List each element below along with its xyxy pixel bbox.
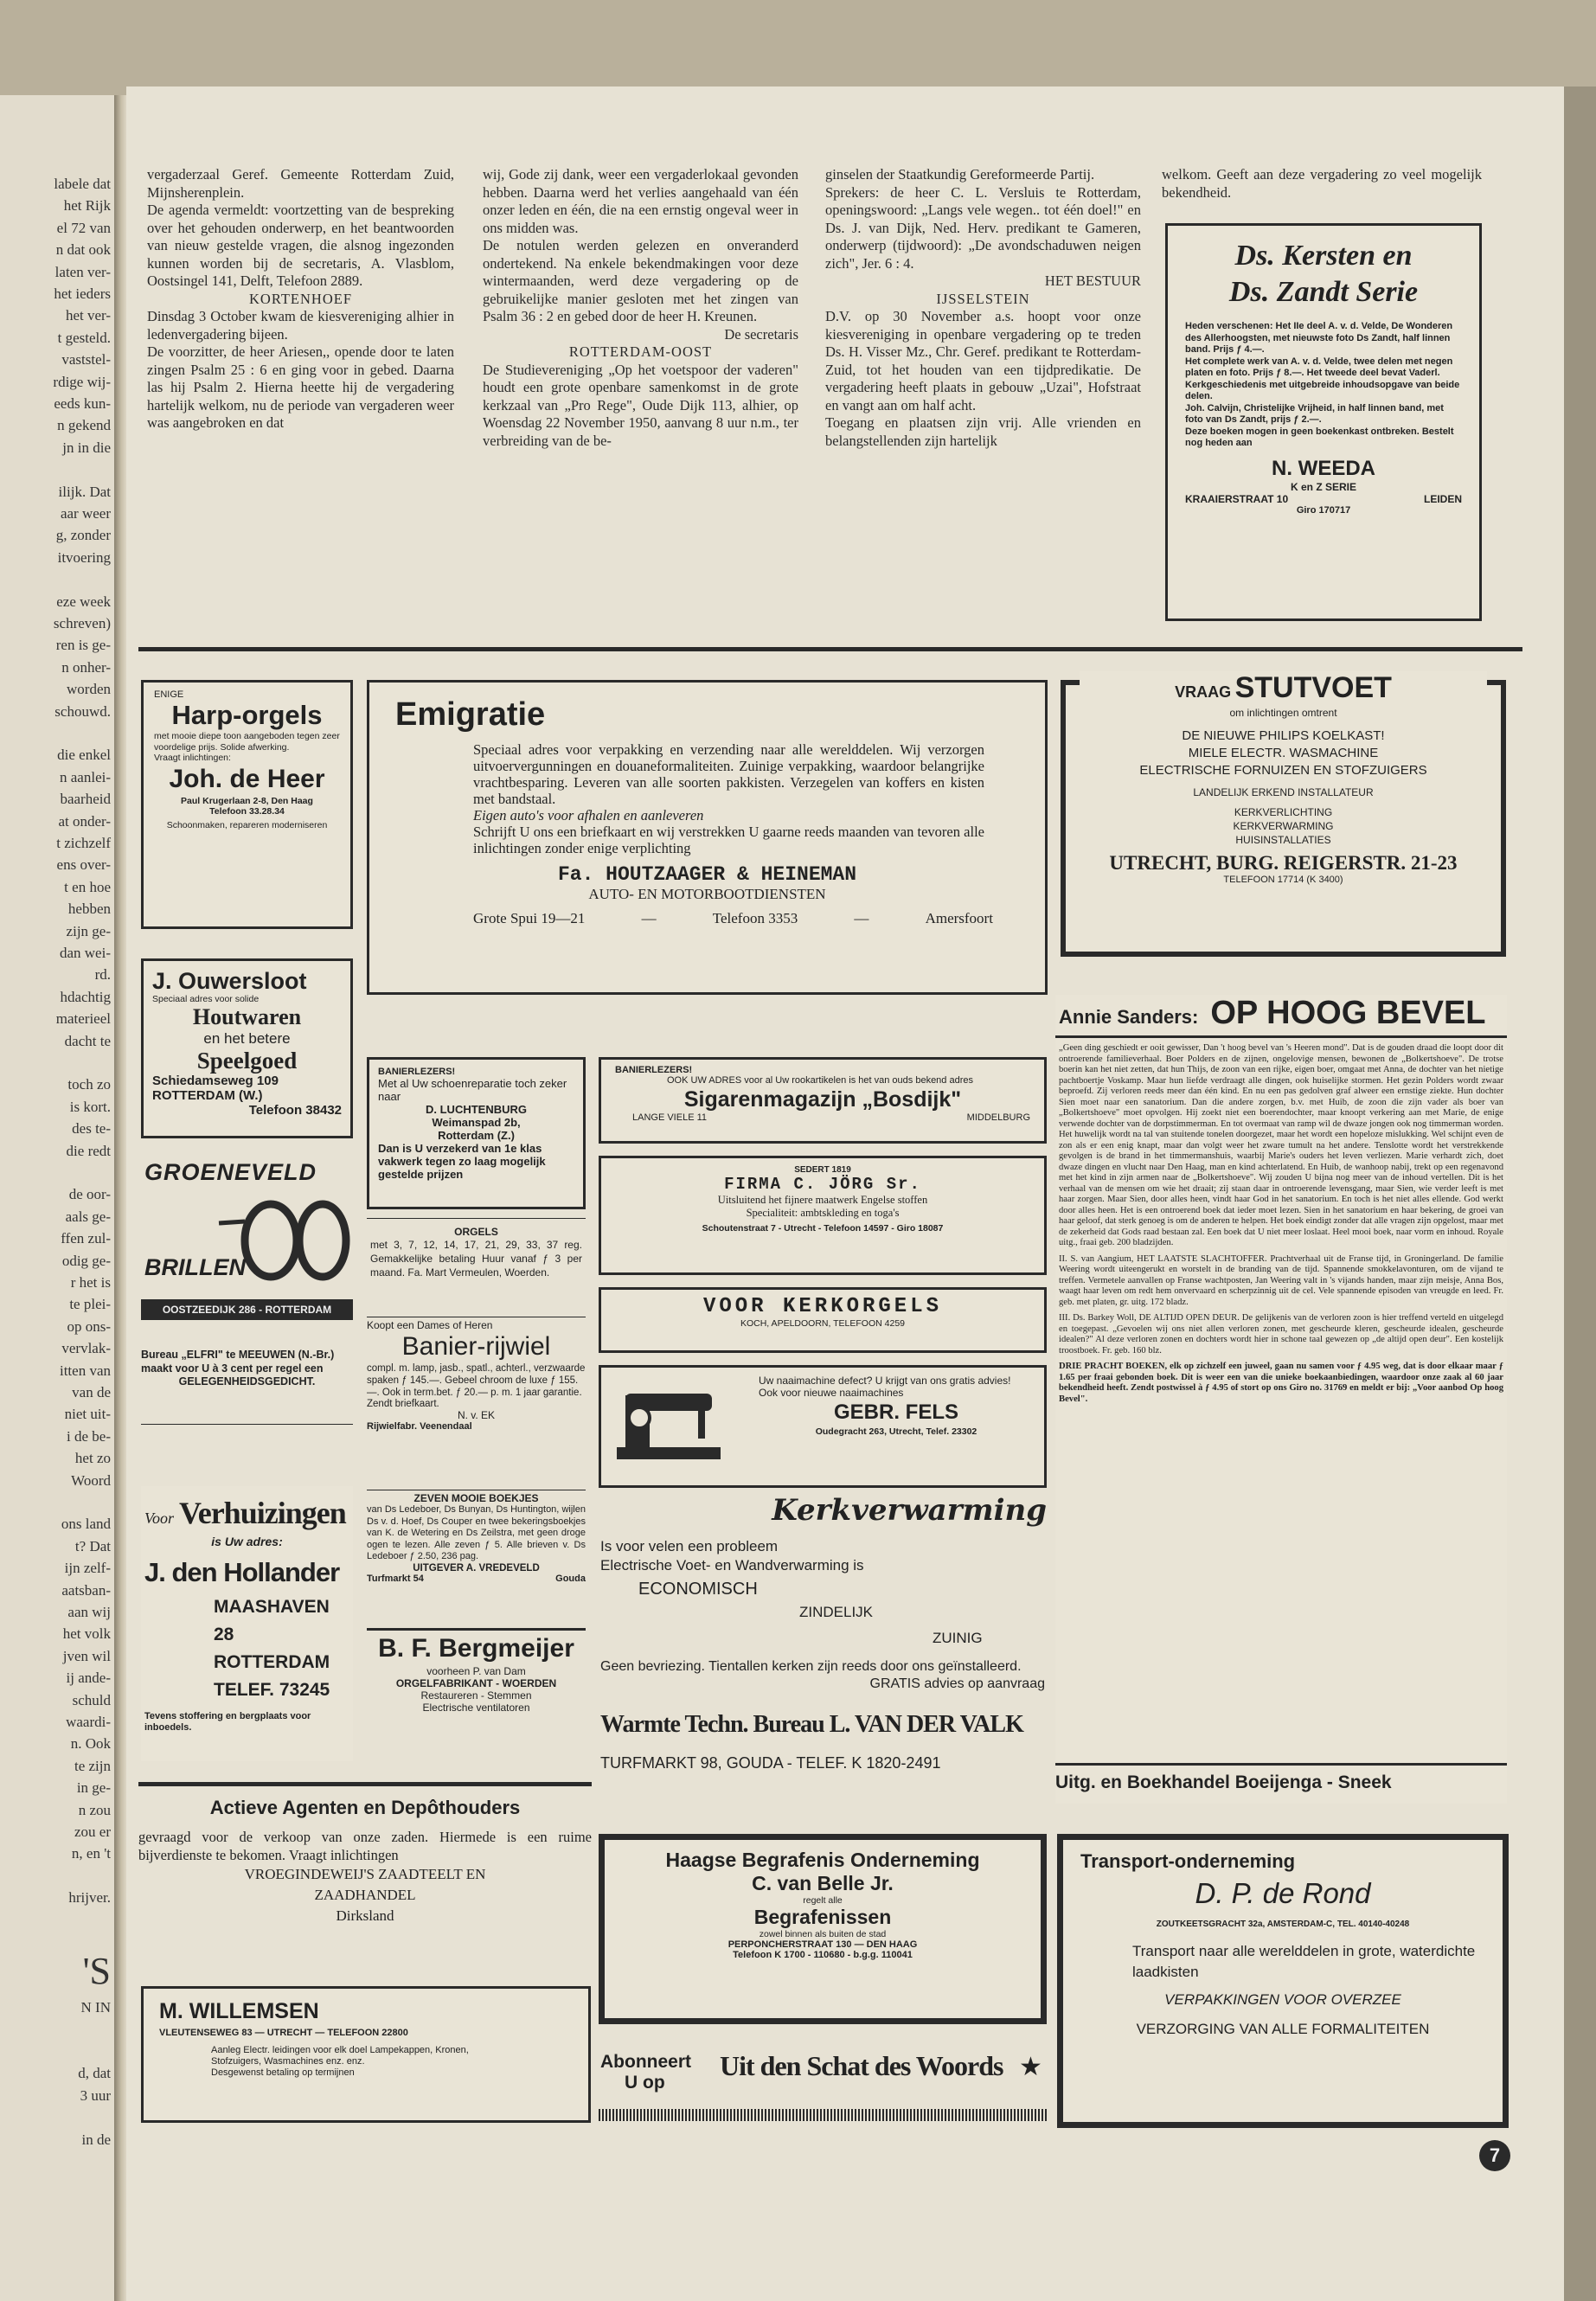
section-divider: [138, 647, 1522, 651]
rond-name: D. P. de Rond: [1195, 1877, 1371, 1909]
stutvoet-line-1: DE NIEUWE PHILIPS KOELKAST!: [1182, 728, 1385, 743]
emigratie-text-3: Schrijft U ons een briefkaart en wij verstrekken U gaarne reeds maanden van tevoren alle inlichtingen zonder enige verplichting: [473, 824, 984, 856]
rond-address: ZOUTKEETSGRACHT 32a, AMSTERDAM-C, TEL. 40140-40248: [1156, 1920, 1410, 1929]
left-fragment-line: t gesteld.: [57, 329, 111, 346]
jorg-name: FIRMA C. JÖRG Sr.: [724, 1175, 921, 1194]
ad-bosdijk: [599, 1057, 1047, 1144]
harp-address: Paul Krugerlaan 2-8, Den Haag: [181, 796, 313, 806]
agenten-text-2: VROEGINDEWEIJ'S ZAADTEELT EN: [244, 1866, 486, 1882]
ouwersloot-text-1: Speciaal adres voor solide: [152, 994, 260, 1004]
left-fragment-line: hebben: [67, 901, 111, 918]
boekjes-text: van Ds Ledeboer, Ds Bunyan, Ds Huntington, wijlen Ds v. d. Hoef, Ds Couper en twee bekeringsboekjes van K. de Wetering en Ds Zeilstra, met geen droge ogen te lezen. Alle zeven ƒ 5. Alle brieven v. Ds Ledeboer ƒ 2.50, 236 pag.: [367, 1504, 586, 1561]
harp-text-1: met mooie diepe toon aangeboden tegen zeer voordelige prijs. Solide afwerking.: [154, 731, 340, 753]
fels-name: GEBR. FELS: [833, 1400, 958, 1424]
emigratie-city: Amersfoort: [925, 910, 993, 926]
col1-p1: vergaderzaal Geref. Gemeente Rotterdam Zuid, Mijnsherenplein.: [147, 166, 454, 201]
left-fragment-line: g, zonder: [55, 527, 111, 544]
weeda-text-1: Heden verschenen: Het IIe deel A. v. d. Velde, De Wonderen des Allerhoogsten, met nieuwste foto Ds Zandt, half linnen band. Prijs ƒ 4.—.: [1185, 321, 1453, 355]
left-fragment-line: baarheid: [60, 791, 111, 808]
ad-fels: [599, 1365, 1047, 1488]
left-fragment-line: schuld: [72, 1691, 111, 1708]
ad-harp-orgels: [141, 680, 353, 929]
left-fragment-line: labele dat: [54, 176, 111, 192]
col3-signature: HET BESTUUR: [1044, 272, 1141, 289]
luchtenburg-address: Weimanspad 2b,: [432, 1116, 521, 1129]
harp-text-2: Vraagt inlichtingen:: [154, 753, 231, 763]
col3-p2: Sprekers: de heer C. L. Versluis te Rotterdam, openingswoord: „Langs vele wegen.. tot één doel!" en Ds. J. van Dijk, Ned. Herv. predikant te Gameren, onderwerp (tijdwoord): „De avondschaduwen neigen zich", Jer. 6 : 4.: [825, 183, 1141, 272]
col1-p2: De agenda vermeldt: voortzetting van de bespreking over het gehouden onderwerp, en het beantwoorden van nieuw gestelde vragen, die alsnog ingezonden kunnen worden bij de secretaris, A. Vlasblom, Oostsingel 141, Delft, Telefoon 2889.: [147, 202, 454, 289]
belle-text-3: zowel binnen als buiten de stad: [759, 1929, 887, 1939]
left-fragment-line: vaststel-: [61, 351, 111, 369]
valk-address: TURFMARKT 98, GOUDA - TELEF. K 1820-2491: [600, 1754, 941, 1772]
left-fragment-line: n zou: [78, 1801, 111, 1818]
sewing-machine-icon: [608, 1378, 729, 1473]
left-fragment-line: n. Ook: [70, 1735, 111, 1753]
col4-p1: welkom. Geeft aan deze vergadering zo veel mogelijk bekendheid.: [1162, 166, 1482, 201]
valk-text-2: Electrische Voet- en Wandverwarming is: [600, 1557, 864, 1574]
ouwersloot-text-4: Speelgoed: [196, 1048, 298, 1074]
fels-address: Oudegracht 263, Utrecht, Telef. 23302: [815, 1426, 977, 1437]
ad-agenten: [138, 1782, 592, 1959]
left-fragment-line: aatsban-: [61, 1581, 111, 1599]
left-fragment-line: ij ande-: [66, 1670, 111, 1687]
stutvoet-line-3: ELECTRISCHE FORNUIZEN EN STOFZUIGERS: [1139, 763, 1427, 778]
bosdijk-name: Sigarenmagazijn „Bosdijk": [683, 1087, 962, 1112]
left-fragment-line: el 72 van: [56, 219, 111, 236]
ouwersloot-city: ROTTERDAM (W.): [152, 1088, 263, 1103]
left-fragment-line: n onher-: [61, 658, 111, 676]
ad-emigratie: [367, 680, 1048, 995]
stutvoet-line-7: HUISINSTALLATIES: [1235, 834, 1331, 846]
emigratie-title: Emigratie: [395, 696, 546, 733]
bosdijk-city: MIDDELBURG: [966, 1112, 1030, 1123]
ad-van-der-valk: [599, 1493, 1047, 1822]
luchtenburg-city: Rotterdam (Z.): [438, 1129, 515, 1142]
left-fragment-line: hdachtig: [60, 988, 111, 1005]
emigratie-text-1: Speciaal adres voor verpakking en verzending naar alle werelddelen. Wij verzorgen uitvoervergunningen en douaneformaliteiten. Zuinige verpakking, waardoor belangrijke vrachtbesparing. Leveren van alle soorten pakkisten. Verzegelen van koffers en kisten met bandstaal.: [473, 741, 984, 807]
col3-p4: Toegang en plaatsen zijn vrij. Alle vrienden en belangstellenden zijn hartelijk: [825, 414, 1141, 449]
left-fragment-line: zijn ge-: [66, 922, 111, 939]
left-fragment-line: dacht te: [64, 1032, 111, 1049]
rond-text-2: VERPAKKINGEN VOOR OVERZEE: [1164, 1991, 1401, 2008]
left-fragment-line: van de: [72, 1384, 111, 1400]
left-fragment-line: op ons-: [67, 1317, 111, 1335]
left-fragment-line: odig ge-: [61, 1252, 111, 1269]
col2-heading-rotterdam-oost: ROTTERDAM-OOST: [568, 343, 713, 360]
belle-title: Haagse Begrafenis Onderneming: [665, 1849, 980, 1871]
ad-den-hollander: [141, 1486, 353, 1761]
col1-p3: Dinsdag 3 October kwam de kiesvereniging alhier in ledenvergadering bijeen.: [147, 308, 454, 343]
rond-text-1: Transport naar alle werelddelen in grote, waterdichte laadkisten: [1132, 1943, 1476, 1980]
hollander-name: J. den Hollander: [144, 1557, 340, 1587]
harp-text-3: Schoonmaken, repareren moderniseren: [166, 820, 328, 830]
ad-schat-des-woords: [599, 2035, 1047, 2121]
bosdijk-address: LANGE VIELE 11: [632, 1112, 708, 1123]
ad-kerkorgels: [599, 1287, 1047, 1353]
left-fragment-line: schouwd.: [54, 702, 111, 720]
valk-word-1: ECONOMISCH: [638, 1580, 758, 1599]
stutvoet-vraag: VRAAG: [1175, 683, 1232, 701]
stutvoet-line-4: LANDELIJK ERKEND INSTALLATEUR: [1193, 786, 1374, 798]
belle-telephone: Telefoon K 1700 - 110680 - b.g.g. 110041: [733, 1950, 913, 1960]
col3-heading-ijsselstein: IJSSELSTEIN: [936, 290, 1030, 307]
ad-willemsen: [141, 1986, 591, 2123]
article-column-1: [147, 166, 454, 433]
harp-name: Joh. de Heer: [169, 765, 325, 793]
left-fragment-line: t? Dat: [74, 1537, 111, 1554]
ad-groeneveld: [141, 1159, 353, 1332]
left-fragment-line: ffen zul-: [61, 1230, 111, 1247]
agenten-text-3: ZAADHANDEL: [314, 1887, 416, 1903]
annie-body-4: DRIE PRACHT BOEKEN, elk op zichzelf een juweel, gaan nu samen voor ƒ 4.95 weg, dat is door elkaar maar ƒ 1.65 per fraai gebonden boek. Dit is weer een van die unieke boekaanbiedingen, waardoor onze zaak al 60 jaar bekendheid heeft. Zendt postwissel à ƒ 4.95 of stort op ons Giro no. 31769 en meldt er bij: „Voor aanbod Op hoog Bevel".: [1059, 1362, 1503, 1404]
ad-stutvoet: [1061, 671, 1506, 957]
belle-name: C. van Belle Jr.: [752, 1872, 894, 1894]
left-fragment-line: aals ge-: [65, 1208, 111, 1225]
ad-elfri: [141, 1348, 353, 1425]
left-fragment-line: i de be-: [67, 1427, 111, 1445]
kerkorgels-title: VOOR KERKORGELS: [702, 1295, 943, 1318]
valk-name: Warmte Techn. Bureau L. VAN DER VALK: [600, 1711, 1023, 1738]
willemsen-text-1: Aanleg Electr. leidingen voor elk doel Lampekappen, Kronen, Stofzuigers, Wasmachines enz. enz.: [211, 2045, 469, 2067]
elfri-text-2: GELEGENHEIDSGEDICHT.: [178, 1375, 316, 1388]
stutvoet-line-6: KERKVERWARMING: [1233, 820, 1334, 832]
weeda-series: K en Z SERIE: [1290, 480, 1356, 493]
hollander-title: Verhuizingen: [179, 1496, 346, 1530]
left-fragment-line: itvoering: [57, 548, 111, 566]
left-fragment-line: die redt: [66, 1142, 111, 1159]
left-fragment-line: ons land: [61, 1516, 111, 1533]
left-fragment-line: itten van: [59, 1362, 111, 1379]
left-fragment-line: ijn zelf-: [64, 1560, 111, 1577]
ouwersloot-text-3: en het betere: [203, 1030, 291, 1047]
willemsen-address: VLEUTENSEWEG 83 — UTRECHT — TELEFOON 22800: [159, 2028, 408, 2038]
bosdijk-text-2: OOK UW ADRES voor al Uw rookartikelen is het van ouds bekend adres: [667, 1075, 973, 1086]
weeda-city: LEIDEN: [1423, 492, 1462, 505]
stutvoet-name: STUTVOET: [1234, 671, 1392, 704]
emigratie-firm: Fa. HOUTZAAGER & HEINEMAN: [557, 863, 857, 886]
left-fragment-line: materieel: [55, 1010, 111, 1028]
luchtenburg-text-1: BANIERLEZERS!: [378, 1067, 456, 1077]
belle-text-2: Begrafenissen: [753, 1906, 892, 1928]
left-fragment-line: het ver-: [65, 307, 111, 324]
ouwersloot-text-2: Houtwaren: [192, 1004, 302, 1029]
article-column-4: [1162, 166, 1482, 202]
weeda-address: KRAAIERSTRAAT 10: [1185, 492, 1289, 505]
ek-address: Rijwielfabr. Veenendaal: [367, 1421, 472, 1432]
left-fragment-line: eeds kun-: [54, 395, 111, 412]
weeda-giro: Giro 170717: [1296, 504, 1351, 516]
col2-p1: wij, Gode zij dank, weer een vergaderlokaal gevonden hebben. Daarna werd het verlies aangehaald van één onzer leden en één, die na een ernstig ongeval weer in ons midden was.: [483, 166, 798, 236]
belle-text-1: regelt alle: [803, 1895, 843, 1906]
hollander-voor: Voor: [144, 1509, 175, 1527]
bergmeijer-name: B. F. Bergmeijer: [378, 1634, 574, 1663]
valk-text-4: GRATIS advies op aanvraag: [869, 1676, 1045, 1691]
col1-p4: De voorzitter, de heer Ariesen,, opende door te laten zingen Psalm 25 : 6 en ging voor in gebed. Daarna las hij Psalm 2. Hierna heette hij de vergadering hartelijk welkom, nu de periode van vergaderen weer was aangebroken en dat: [147, 343, 454, 431]
left-fragment-line: n, en 't: [71, 1845, 111, 1862]
ad-annie-sanders: [1055, 995, 1507, 1804]
fels-text-2: Ook voor nieuwe naaimachines: [759, 1387, 904, 1399]
valk-word-2: ZINDELIJK: [799, 1604, 874, 1620]
left-fragment-line: 'S: [82, 1950, 111, 1993]
left-fragment-line: r het is: [70, 1274, 111, 1291]
col3-p3: D.V. op 30 November a.s. hoopt voor onze kiesvereniging in openbare vergadering op te treden Ds. H. Visser Mz., Chr. Geref. predikant te Rotterdam-Zuid, tot het houden van een tijdpredikatie. De vergadering heeft plaats in gebouw „Uzai", Hofstraat en vangt aan om half acht.: [825, 308, 1141, 413]
left-fragment-line: t en hoe: [64, 878, 111, 895]
willemsen-text-2: Desgewenst betaling op termijnen: [211, 2067, 355, 2078]
article-column-2: [483, 166, 798, 450]
ad-orgels: [367, 1218, 586, 1314]
left-fragment-line: vervlak-: [61, 1340, 111, 1357]
ouwersloot-telephone: Telefoon 38432: [248, 1103, 342, 1118]
page-gutter: [114, 95, 126, 2301]
ad-ouwersloot: [141, 958, 353, 1138]
hollander-text-1: is Uw adres:: [211, 1535, 283, 1548]
stutvoet-text-1: om inlichtingen omtrent: [1229, 707, 1337, 719]
emigratie-dash-1: —: [641, 910, 657, 926]
bergmeijer-text-4: Electrische ventilatoren: [422, 1702, 530, 1714]
left-fragment-line: zou er: [74, 1823, 111, 1840]
left-fragment-line: ilijk. Dat: [58, 483, 111, 500]
annie-body-1: „Geen ding geschiedt er ooit gewisser, Dan 't hoog bevel van 's Heeren mond". Dat is de gouden draad die loopt door dit ontroerende familieverhaal. Boer Polders en de zijnen, ongelovige mensen, bewonen de „Bolkertshoeve". De trotse boerin kan het niet zetten, dat hun Thijs, de zoon van een rijke, eigen boer, omgaat met Anna, de dochter van het nietige pachtboertje Voskamp. Maar hun liefde verdraagt alle dingen, ook huiselijke stormen. Het gezin Polders wordt zwaar beproefd. Zij verloren reeds meer dan één kind. En nu een pas gedolven graf alweer een ernstige ziekte. Hun dochter Sien moet naar een sanatorium. Dan die andere zorgen, b.v. met Huib, de zoon die zijn vader als boer van „Bolkertshoeve" moet opvolgen. Hij zoekt niet een boerendochter, maar knoopt verkering aan met Marie, de enige verwende dochter van de dorpstimmerman. En tot overmaat van ramp wil de dwaze jongen ook nog timmerman worden. Het huwelijk wordt na tal van stuitende tonelen doorgezet, maar het wordt een hopeloze mislukking. Wel schijnt even de zon als er een enig knapt, maar dan volgt weer het zware tumult na het andere. Tenslotte wordt het verstrekkende gevolgen is de brand in het timmermanshuis, waarbij Marie's ouders het leven verliezen. Marie verhardt zich, doet dwaze dingen en vlucht naar Den Haag, man en kind achterlatend. En Huib, de wanhoop nabij, trekt op een regenavond met het kind in zijn armen naar de „Bolkertshoeve". Wij zouden U bijna nog meer van de inhoud vertellen. Dit is het verhaal van de mensen om wie het draait; zij staan daar in ontroerende levensgang, maar Sien, wie verder leeft is met haar zorgen. Maar Sien, door alles heen, vindt haar God in het sanatorium. En toch is het niet alles ellende. God werkt door alles heen. Het is een ontroerend boek dat ieder moet lezen. Sien in het sanatorium en haar bekering, de groei van haar geloof, dat sterk genoeg is om de anderen te helpen. Het boek eindigt zonder dat alle vragen zijn opgelost, maar met de zekerheid dat Gods raad bestaan zal. Een boek dat U niet meer loslaat. Heel mooi boek, naar vorm en inhoud. Royale uitg., fraai geb. 200 bladzijden.: [1059, 1043, 1503, 1247]
left-fragment-line: is kort.: [69, 1098, 111, 1115]
weeda-title-1: Ds. Kersten en: [1234, 240, 1413, 272]
left-fragment-line: te plei-: [69, 1296, 111, 1313]
willemsen-name: M. WILLEMSEN: [159, 1999, 319, 2023]
schat-text-2: U op: [625, 2073, 665, 2093]
left-fragment-line: waardi-: [66, 1714, 111, 1730]
decorative-bar: [599, 2109, 1047, 2121]
ek-text-3: Zendt briefkaart.: [367, 1399, 439, 1409]
harp-title: Harp-orgels: [171, 700, 323, 730]
left-page-fragments: [0, 95, 114, 2301]
annie-author: Annie Sanders:: [1059, 1006, 1199, 1028]
left-fragment-line: het zo: [74, 1450, 111, 1467]
left-fragment-line: worden: [67, 681, 111, 698]
annie-body-3: III. Ds. Barkey Woll, DE ALTIJD OPEN DEUR. De gelijkenis van de verloren zoon is hier treffend verteld en uitgelegd en toegepast. „Gevoelen wij ons niet allen verloren zonen, met gescheurde kleren, gescheurde idealen, gescheurde idealen?" Al deze verloren zonen en dochters wordt hier in schone taal gewezen op „de altijd open deur". Een kostelijk troostboek. Fr. geb. 160 blz.: [1059, 1313, 1503, 1356]
ek-name: N. v. EK: [457, 1409, 496, 1421]
fels-text-1: Uw naaimachine defect? U krijgt van ons gratis advies!: [759, 1375, 1011, 1387]
groeneveld-brillen: BRILLEN: [144, 1254, 246, 1280]
left-fragment-line: des te-: [72, 1120, 111, 1138]
schat-text-1: Abonneert: [600, 2052, 691, 2072]
groeneveld-name: GROENEVELD: [144, 1159, 317, 1185]
left-fragment-line: het Rijk: [63, 197, 111, 215]
jorg-text-1: Uitsluitend het fijnere maatwerk Engelse stoffen: [717, 1194, 928, 1206]
ad-luchtenburg: [367, 1057, 586, 1209]
left-fragment-line: n gekend: [57, 417, 111, 434]
belle-address: PERPONCHERSTRAAT 130 — DEN HAAG: [727, 1939, 918, 1950]
agenten-text-1: gevraagd voor de verkoop van onze zaden. Hiermede is een ruime bijverdienste te bekomen. Vraagt inlichtingen: [138, 1829, 592, 1863]
col3-p1: ginselen der Staatkundig Gereformeerde Partij.: [825, 166, 1095, 183]
luchtenburg-text-3: Dan is U verzekerd van 1e klas vakwerk tegen zo laag mogelijk gestelde prijzen: [378, 1142, 546, 1181]
hollander-city: ROTTERDAM: [214, 1652, 330, 1672]
left-fragment-line: ren is ge-: [55, 637, 111, 654]
ouwersloot-address: Schiedamseweg 109: [152, 1074, 279, 1088]
star-icon: ★: [1019, 2053, 1042, 2081]
ad-banier-rijwiel: [367, 1317, 586, 1487]
left-fragment-line: eze week: [56, 593, 111, 610]
elfri-text-1: Bureau „ELFRI" te MEEUWEN (N.-Br.) maakt voor U à 3 cent per regel een: [141, 1349, 335, 1375]
emigratie-address: Grote Spui 19—21: [473, 910, 586, 926]
valk-text-3: Geen bevriezing. Tientallen kerken zijn reeds door ons geïnstalleerd.: [600, 1659, 1022, 1674]
left-fragment-line: aar weer: [60, 505, 111, 522]
luchtenburg-name: D. LUCHTENBURG: [426, 1103, 527, 1116]
ad-de-rond: [1057, 1834, 1509, 2128]
left-fragment-line: d, dat: [78, 2065, 111, 2082]
boekjes-publisher: UITGEVER A. VREDEVELD: [413, 1562, 540, 1574]
annie-title: OP HOOG BEVEL: [1210, 995, 1486, 1031]
agenten-text-4: Dirksland: [336, 1907, 394, 1924]
weeda-text-4: Deze boeken mogen in geen boekenkast ontbreken. Bestelt nog heden aan: [1185, 426, 1454, 448]
emigratie-telephone: Telefoon 3353: [712, 910, 798, 926]
left-fragment-line: te zijn: [74, 1757, 111, 1774]
page-number: 7: [1479, 2140, 1510, 2171]
left-fragment-line: niet uit-: [64, 1406, 111, 1423]
boekjes-city: Gouda: [555, 1573, 586, 1584]
ek-text-2: compl. m. lamp, jasb., spatl., achterl., verzwaarde spaken ƒ 145.—. Gebeel chroom de luxe ƒ 155.—. Ook in term.bet. ƒ 20.— p. m. 1 jaar garantie.: [367, 1363, 586, 1398]
orgels-title: ORGELS: [454, 1226, 498, 1238]
emigratie-subtitle: AUTO- EN MOTORBOOTDIENSTEN: [588, 886, 826, 902]
bergmeijer-text-3: Restaureren - Stemmen: [420, 1689, 532, 1702]
left-fragment-line: in de: [81, 2131, 111, 2148]
left-fragment-line: hrijver.: [68, 1889, 111, 1907]
kerkorgels-address: KOCH, APELDOORN, TELEFOON 4259: [740, 1318, 906, 1329]
annie-body-2: II. S. van Aangium, HET LAATSTE SLACHTOFFER. Prachtverhaal uit de Franse tijd, in Groningerland. De familie Weering wordt uiteengerukt en worstelt in de branding van de tijd. Spannende smokkelavonturen, om de vijand te treffen. Vermetele aanvallen op Franse wachtposten, Jan Weering valt in 's vijands handen, maar zijn meisje, Anna Bos, waagt haar leven om redt hem onvervaard en scherpzinnig uit de cel. Vele spannende episoden van vreugde en leed. Fr. geb. met platen, gr. uitg. 172 bladz.: [1059, 1253, 1503, 1307]
weeda-text-2: Het complete werk van A. v. d. Velde, twee delen met negen platen en foto. Prijs ƒ 8.—. Het tweede deel bevat Vaderl. Kerkgeschiedenis met uitgebreide inhoudsopgave van beide delen.: [1185, 356, 1460, 401]
left-fragment-line: N IN: [80, 1999, 111, 2016]
left-fragment-line: jven wil: [62, 1647, 111, 1664]
boekjes-title: ZEVEN MOOIE BOEKJES: [413, 1492, 539, 1504]
left-fragment-line: rdige wij-: [53, 373, 111, 390]
valk-script-title: Kerkverwarming: [772, 1493, 1047, 1528]
stutvoet-address: UTRECHT, BURG. REIGERSTR. 21-23: [1109, 852, 1458, 874]
ek-title: Banier-rijwiel: [401, 1332, 551, 1361]
article-column-3: [825, 166, 1141, 450]
valk-text-1: Is voor velen een probleem: [600, 1538, 779, 1554]
col2-signature: De secretaris: [724, 325, 798, 343]
emigratie-dash-2: —: [854, 910, 869, 926]
stutvoet-line-5: KERKVERLICHTING: [1234, 806, 1333, 818]
orgels-text: met 3, 7, 12, 14, 17, 21, 29, 33, 37 reg. Gemakkelijke betaling Huur vanaf ƒ 3 per maand. Fa. Mart Vermeulen, Woerden.: [370, 1239, 582, 1279]
bergmeijer-text-2: ORGELFABRIKANT - WOERDEN: [395, 1677, 557, 1689]
col2-p2: De notulen werden gelezen en onveranderd ondertekend. Na enkele bekendmakingen voor deze wintermaanden, werd deze vergadering op de gebruikelijke manier gesloten met het zingen van Psalm 36 : 2 en gebed door de heer H. Kreunen.: [483, 237, 798, 324]
rond-text-3: VERZORGING VAN ALLE FORMALITEITEN: [1136, 2021, 1430, 2037]
col1-heading-kortenhoef: KORTENHOEF: [248, 290, 352, 307]
jorg-text-2: Specialiteit: ambtskleding en toga's: [746, 1207, 900, 1219]
left-fragment-line: het ieders: [54, 285, 111, 302]
schat-name: Uit den Schat des Woords: [720, 2050, 1003, 2081]
luchtenburg-text-2: Met al Uw schoenreparatie toch zeker naar: [378, 1077, 567, 1103]
left-fragment-line: 3 uur: [80, 2086, 111, 2104]
left-fragment-line: rd.: [94, 966, 111, 984]
left-fragment-line: n aanlei-: [60, 768, 111, 785]
ouwersloot-name: J. Ouwersloot: [152, 968, 307, 994]
ad-weeda: [1165, 223, 1482, 621]
hollander-text-2: Tevens stoffering en bergplaats voor inboedels.: [144, 1711, 311, 1733]
page-edge: [1564, 87, 1596, 2301]
weeda-title-2: Ds. Zandt Serie: [1228, 276, 1419, 308]
left-fragment-line: t zichzelf: [56, 835, 111, 851]
weeda-name: N. WEEDA: [1272, 456, 1375, 480]
hollander-telephone: TELEF. 73245: [214, 1680, 330, 1700]
left-fragment-line: schreven): [53, 615, 111, 631]
harp-tag: ENIGE: [154, 689, 184, 700]
harp-telephone: Telefoon 33.28.34: [209, 806, 285, 817]
ad-van-belle: [599, 1834, 1047, 2024]
annie-publisher: Uitg. en Boekhandel Boeijenga - Sneek: [1055, 1763, 1507, 1793]
jorg-since: SEDERT 1819: [794, 1165, 851, 1175]
jorg-address: Schoutenstraat 7 - Utrecht - Telefoon 14597 - Giro 18087: [702, 1223, 944, 1234]
valk-word-3: ZUINIG: [933, 1630, 983, 1646]
left-fragment-line: de oor-: [68, 1186, 111, 1203]
left-fragment-line: die enkel: [57, 747, 111, 764]
weeda-text-3: Joh. Calvijn, Christelijke Vrijheid, in half linnen band, met foto van Ds Zandt, prijs ƒ 2.—.: [1185, 402, 1444, 425]
hollander-address: MAASHAVEN 28: [214, 1597, 330, 1644]
agenten-title: Actieve Agenten en Depôthouders: [209, 1797, 521, 1818]
left-fragment-line: at onder-: [58, 812, 111, 830]
ek-text-1: Koopt een Dames of Heren: [367, 1319, 493, 1331]
left-fragment-line: aan wij: [67, 1604, 111, 1620]
left-fragment-line: dan wei-: [59, 945, 111, 961]
stutvoet-line-2: MIELE ELECTR. WASMACHINE: [1188, 746, 1379, 760]
boekjes-address: Turfmarkt 54: [367, 1573, 424, 1584]
left-fragment-line: toch zo: [67, 1076, 111, 1093]
rond-title: Transport-onderneming: [1080, 1850, 1296, 1872]
left-fragment-line: het volk: [62, 1625, 111, 1643]
left-fragment-line: laten ver-: [54, 263, 111, 280]
stutvoet-telephone: TELEFOON 17714 (K 3400): [1223, 875, 1343, 885]
ad-bergmeijer: [367, 1628, 586, 1762]
left-fragment-line: jn in die: [62, 439, 111, 456]
emigratie-text-2: Eigen auto's voor afhalen en aanleveren: [473, 807, 704, 824]
left-fragment-line: ens over-: [56, 856, 111, 874]
left-fragment-line: n dat ook: [55, 241, 111, 259]
ad-zeven-boekjes: [367, 1490, 586, 1622]
bergmeijer-text-1: voorheen P. van Dam: [426, 1665, 526, 1677]
left-fragment-line: in ge-: [76, 1779, 111, 1797]
bosdijk-text-1: BANIERLEZERS!: [615, 1065, 693, 1075]
groeneveld-address: OOSTZEEDIJK 286 - ROTTERDAM: [141, 1299, 353, 1320]
ad-jorg: [599, 1156, 1047, 1275]
left-fragment-line: Woord: [71, 1471, 111, 1489]
col2-p3: De Studievereniging „Op het voetspoor der vaderen" houdt een grote openbare samenkomst in de grote kerkzaal van „Pro Rege", Oude Dijk 113, alhier, op Woensdag 22 November 1950, aanvang 8 uur n.m., ter verbreiding van de be-: [483, 361, 798, 449]
